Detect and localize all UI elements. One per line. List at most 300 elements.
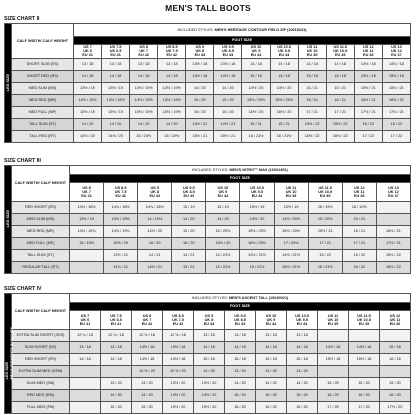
table-cell: 14 / 20 [158,118,186,130]
table-cell: 15½ / 21 [308,226,342,238]
table-cell: 16 / 21 [342,226,376,238]
size-line: UK 9.5 [278,49,290,54]
size-cell [318,311,349,330]
table-cell: 15½ / 21 [382,82,410,94]
table-cell: 15 / 20 [287,390,318,402]
table-cell: 17 / 22 [354,130,382,142]
size-cell [163,311,194,330]
table-cell: 15 / 20½ [130,130,158,142]
table-cell: 15 / 20 [101,402,132,414]
table-cell: 17 / 20 [349,402,380,414]
size-line: EU 43 [194,53,206,58]
size-cell [287,311,318,330]
table-cell [380,366,411,378]
table-cell: 13½ / 18 [186,58,214,70]
table-cell: 14 / 21½ [206,250,240,262]
table-cell: 15½ / 18 [318,354,349,366]
table-cell: 14 / 19½ [138,214,172,226]
size-cell [104,183,138,202]
table-cell: 14½ / 21 [186,118,214,130]
table-cell: 12 ¼ / 18 [101,330,132,342]
size-line: EU 43 [203,322,215,327]
table-cell: 15 / 22 [308,250,342,262]
table-cell: 15½ / 20½ [242,94,270,106]
size-line: UK 10.5 [318,189,333,194]
table-cell: 14¾ / 19¾ [70,226,104,238]
size-line: EU 46 [363,53,374,58]
size-line: EU 47 [388,194,399,199]
table-cell: 14 / 20 [130,118,158,130]
table-cell: 17½ / 20 [380,402,411,414]
table-cell: 14¾ / 18½ [70,202,104,214]
table-row [5,214,411,226]
table-cell: 13 / 20 [256,366,287,378]
size-line: EU 44 [296,322,308,327]
size-line: UK 9.5 [296,317,308,322]
table-row [5,82,411,94]
size-line: UK 11 [354,189,365,194]
table-cell: 15 / 21 [242,118,270,130]
size-line: UK 9.5 [251,189,263,194]
size-cell [376,183,410,202]
table-cell: 14 / 18 [102,70,130,82]
table-cell [70,250,104,262]
size-line: US 9 [204,313,214,318]
page-title: MEN'S TALL BOOTS [165,3,251,13]
row-label: RED MED (RM) [12,390,70,402]
table-cell: 13½ / 18 [214,58,242,70]
side-label-text: LEG SIZE [5,361,9,380]
table-cell [318,330,349,342]
size-line: US 10.5 [250,185,264,190]
table-cell: 16½ / 22 [326,130,354,142]
size-cell [380,311,411,330]
size-line: US 7.5 [109,45,122,49]
table-cell: 15 / 20 [225,390,256,402]
table-cell: 14 / 20 [101,390,132,402]
table-cell: 12 ½ / 20 [163,366,194,378]
table-cell: 14 / 20 [74,118,102,130]
size-cell [206,183,240,202]
table-row [5,70,411,82]
table-cell: 13½ / 19 [102,82,130,94]
table-cell: 13½ / 20 [194,378,225,390]
size-cell [74,45,102,59]
table-cell: 15 / 20 [186,94,214,106]
size-cell [225,311,256,330]
size-line: US 8.5 [165,45,178,49]
size-table [4,293,411,414]
table-row [5,238,411,250]
size-cell [349,311,380,330]
table-cell: 15½ / 20 [194,402,225,414]
table-cell: 16 / 19½ [342,202,376,214]
size-line: US 12 [363,45,374,49]
size-line: EU 43 [149,194,161,199]
table-cell: 15½ / 19 [240,202,274,214]
side-label-text: LEG SIZE [5,210,10,228]
table-cell: 14½ / 20 [74,130,102,142]
size-line: EU 45 [285,194,297,199]
calf-header: CALF WIDTH/ CALF HEIGHT [12,24,74,59]
size-line: UK 7.5 [114,189,127,194]
size-line: UK 10 [327,317,339,322]
table-cell: 14½ / 18 [382,58,410,70]
table-cell: 12 ¼ / 18 [70,330,101,342]
size-line: US 11.5 [333,45,347,49]
size-cell [194,311,225,330]
table-cell: 15 / 20 [132,402,163,414]
table-cell: 14½ / 21½ [274,250,308,262]
size-chart-iii [4,157,411,283]
table-cell: 16 / 22 [354,118,382,130]
size-line: US 7 [80,313,90,318]
table-cell: 14½ / 20 [194,390,225,402]
table-row [5,226,411,238]
size-cell [172,183,206,202]
table-cell: 15½ / 22 [298,118,326,130]
table-cell: 14 / 20 [186,82,214,94]
table-cell: 15 / 18 [326,70,354,82]
table-cell: 15½ / 19 [102,106,130,118]
table-cell: 14½ / 18 [214,70,242,82]
table-row [5,106,411,118]
table-cell [70,262,104,274]
size-line: EU 41 [79,322,91,327]
table-cell: 16 / 20 [186,106,214,118]
table-cell: 13 / 18 [194,330,225,342]
table-cell: 16 / 20 [318,390,349,402]
size-line: EU 43 [183,194,195,199]
table-cell: 13 / 20 [101,378,132,390]
size-line: US 10 [217,185,229,190]
table-cell: 14 / 20 [287,378,318,390]
size-line: UK 6.5 [110,317,122,322]
table-cell: 15 / 20 [318,378,349,390]
table-cell: 15½ / 19½ [130,106,158,118]
size-line: UK 11 [389,317,401,322]
size-line: US 9.5 [222,45,234,49]
row-label: SLIM MED (SM) [12,378,70,390]
size-cell [70,311,101,330]
size-line: UK 12 [391,49,402,54]
table-cell: 15 / 20 [172,226,206,238]
table-cell: 15 / 18 [298,70,326,82]
table-cell: 15 / 21 [172,262,206,274]
table-cell: 15 / 19½ [70,238,104,250]
size-line: EU 41 [82,53,93,58]
table-row [5,58,411,70]
size-line: EU 46 [354,194,365,199]
table-cell: 15½ / 19½ [158,106,186,118]
table-cell: 13 / 18 [101,342,132,354]
size-cell [382,45,410,59]
table-cell: 14 / 18 [225,342,256,354]
table-cell: 14½ / 18 [186,70,214,82]
size-line: EU 44 [265,322,277,327]
size-cell [101,311,132,330]
size-line: EU 43 [234,322,246,327]
table-cell [380,330,411,342]
table-cell: 14¾ / 19¾ [104,226,138,238]
size-line: UK 9 [218,189,228,194]
table-cell: 14½ / 19½ [102,94,130,106]
table-cell: 16 / 20 [138,238,172,250]
size-line: EU 45 [327,322,339,327]
table-cell: 14½ / 19½ [158,94,186,106]
table-cell: 15½ / 22 [376,250,410,262]
row-label: SHORT SLIM (SS) [12,58,74,70]
size-line: US 11.5 [357,313,371,318]
table-cell: 15½ / 21 [186,130,214,142]
size-chart-iv [4,285,411,413]
table-cell [101,366,132,378]
table-cell: 12 ½ / 20 [132,366,163,378]
size-line: US 9.5 [183,185,195,190]
included-styles-name: MEN'S HERITAGE CONTOUR FIELD ZIP (10015241) [214,27,307,32]
table-cell: 14 / 21 [138,250,172,262]
table-cell: 15 / 20 [380,378,411,390]
table-cell: 13 / 20 [287,366,318,378]
table-cell: 15 / 18 [270,70,298,82]
table-cell: 14½ / 21½ [240,250,274,262]
foot-size-header: FOOT SIZE [74,37,411,45]
table-cell [70,366,101,378]
table-cell: 15 / 18 [225,354,256,366]
table-cell: 14½ / 20 [242,82,270,94]
size-cell [354,45,382,59]
table-cell: 17 / 21 [298,106,326,118]
table-cell [318,366,349,378]
table-cell: 16 / 21 [298,94,326,106]
row-label: SHORT RED (RS) [12,70,74,82]
row-label: TALL SLIM (ST) [12,250,70,262]
table-row [5,366,411,378]
table-cell: 13 / 18 [256,330,287,342]
table-cell: 14½ / 19½ [74,94,102,106]
table-cell: 14 / 21 [172,250,206,262]
side-label-text: LEG SIZE [5,73,10,91]
table-cell [376,202,410,214]
size-line: UK 10 [285,189,297,194]
included-styles-name: MEN'S NITRO™ MAX (10031491) [229,167,288,172]
included-styles [70,294,411,303]
row-label: MED SLIM (MS) [12,82,74,94]
table-cell: 16½ / 22 [298,130,326,142]
size-line: EU 43 [222,53,234,58]
table-cell: 15 / 18 [380,342,411,354]
table-cell: 14½ / 21 [214,118,242,130]
table-cell: 14 / 18 [270,58,298,70]
foot-size-header: FOOT SIZE [70,175,411,183]
size-cell [326,45,354,59]
table-cell: 14 / 18 [70,354,101,366]
table-cell: 15½ / 18 [382,70,410,82]
size-line: US 9 [150,185,159,190]
table-row [5,118,411,130]
table-cell: 14 / 20 [225,378,256,390]
table-cell: 14½ / 20 [163,390,194,402]
size-line: EU 42 [138,53,149,58]
table-cell: 14 / 18 [287,342,318,354]
table-row [5,250,411,262]
table-cell: 15 / 18 [287,354,318,366]
table-cell: 15 / 18 [194,354,225,366]
size-line: US 13 [391,45,402,49]
included-styles [74,24,411,37]
size-cell [240,183,274,202]
size-line: UK 9 [266,317,276,322]
table-cell: 16½ / 21 [376,226,410,238]
size-line: UK 8.5 [234,317,246,322]
table-cell: 13 / 20 [225,366,256,378]
table-cell: 15 / 20½ [308,214,342,226]
table-cell: 16 / 20 [380,390,411,402]
table-cell: 16 / 20 [172,238,206,250]
table-cell: 16 / 20 [287,402,318,414]
table-cell: 16½ / 20 [242,106,270,118]
calf-header: CALF WIDTH/ CALF HEIGHT [12,166,70,202]
table-cell: 13 / 18 [74,58,102,70]
size-line: EU 42 [141,322,153,327]
size-line: US 7.5 [110,313,122,318]
size-line: UK 9 [251,49,261,54]
row-label: EXTRA SLIM SHORT (XSS) [12,330,70,342]
table-row [5,342,411,354]
table-cell [70,378,101,390]
table-cell: 15 / 20½ [206,226,240,238]
table-cell: 16 / 21½ [242,130,270,142]
table-cell: 14½ / 20 [102,130,130,142]
table-cell: 16½ / 21 [382,94,410,106]
size-line: US 9 [195,45,205,49]
table-cell: 15½ / 20½ [240,226,274,238]
table-cell: 14 / 20 [214,82,242,94]
table-cell: 13 / 18 [287,330,318,342]
row-label: MED SLIM (MS) [12,214,70,226]
included-styles-prefix: INCLUDED STYLES: [177,27,214,32]
table-cell: 17 / 22 [382,130,410,142]
table-cell: 16 / 20 [225,402,256,414]
table-cell: 17 / 21 [308,238,342,250]
size-line: UK 10 [306,49,318,54]
size-line: UK 7 [142,317,152,322]
table-cell: 17 / 21 [326,106,354,118]
size-line: EU 42 [166,53,178,58]
row-label: EXTRA SLIM MED (XSM) [12,366,70,378]
size-line: EU 44 [251,194,263,199]
table-cell: 16 / 18 [380,354,411,366]
size-line: US 7 [83,45,92,49]
table-cell: 16 / 20 [349,390,380,402]
foot-size-header: FOOT SIZE [70,303,411,311]
table-row [5,402,411,414]
table-cell: 13 / 20 [132,378,163,390]
table-cell: 15 / 21½ [240,262,274,274]
table-cell: 17 / 20½ [274,238,308,250]
table-cell: 15 / 21 [270,118,298,130]
styles-row [5,294,411,303]
size-line: UK 8 [150,189,160,194]
table-cell: 16 / 20 [256,402,287,414]
table-cell: 14½ / 18 [163,354,194,366]
table-cell: 15½ / 20 [163,402,194,414]
size-line: EU 45 [319,194,331,199]
table-cell: 16½ / 20½ [240,238,274,250]
table-cell: 14 / 18 [130,70,158,82]
size-line: UK 8 [204,317,214,322]
size-cell [130,45,158,59]
table-cell: 15½ / 21½ [274,262,308,274]
size-line: US 8.5 [172,313,184,318]
table-cell: 13½ / 19½ [158,82,186,94]
size-line: UK 8.5 [182,189,195,194]
table-cell: 16½ / 21 [354,94,382,106]
table-cell: 15 / 21 [326,82,354,94]
table-cell: 14 / 18 [326,58,354,70]
size-line: EU 41 [81,194,92,199]
table-cell: 13 / 18 [130,58,158,70]
included-styles-prefix: INCLUDED STYLES: [192,167,229,172]
size-line: EU 45 [306,53,318,58]
size-line: EU 47 [391,53,402,58]
table-cell: 13 / 18 [102,58,130,70]
table-cell: 16½ / 22 [376,262,410,274]
size-cell [256,311,287,330]
styles-row [5,166,411,175]
side-label-units: MEASUREMENTS IN INCHES [10,326,15,380]
table-cell: 14 / 18 [194,342,225,354]
section-title: SIZE CHART IV [4,286,42,292]
table-cell: 15½ / 21 [214,130,242,142]
included-styles-prefix: INCLUDED STYLES: [191,295,228,300]
row-label: MED FULL (MF) [12,238,70,250]
size-line: UK 6 [80,317,90,322]
table-cell: 14½ / 20 [270,82,298,94]
table-cell: 14 / 18 [74,70,102,82]
table-cell: 14½ / 18 [132,354,163,366]
table-cell: 15 / 21 [342,214,376,226]
side-label [5,294,15,414]
size-line: US 8 [142,313,152,318]
table-cell: 14 / 20 [102,118,130,130]
table-cell: 15½ / 19 [274,202,308,214]
table-cell: 17½ / 21 [382,106,410,118]
size-line: US 13 [388,185,399,190]
table-cell: 15 / 20 [214,94,242,106]
table-cell: 13 / 18 [70,342,101,354]
table-cell: 14 / 18 [158,70,186,82]
table-cell: 14½ / 18 [354,58,382,70]
table-cell: 15½ / 20½ [274,226,308,238]
row-label: RED SHORT (RS) [12,202,70,214]
size-line: US 9.5 [234,313,246,318]
row-label: MED FULL (MF) [12,106,74,118]
table-cell: 14½ / 20 [240,214,274,226]
size-line: UK 12 [388,189,399,194]
included-styles-name: MEN'S ASCENT TALL (10040021) [228,295,289,300]
size-cell [158,45,186,59]
size-line: UK 10.5 [357,317,371,322]
table-cell [349,330,380,342]
table-row [5,390,411,402]
table-cell: 16 / 21½ [308,262,342,274]
table-cell: 15½ / 20½ [270,94,298,106]
table-cell: 17½ / 21 [354,106,382,118]
size-cell [308,183,342,202]
table-cell [70,390,101,402]
table-cell: 15 / 22 [342,250,376,262]
